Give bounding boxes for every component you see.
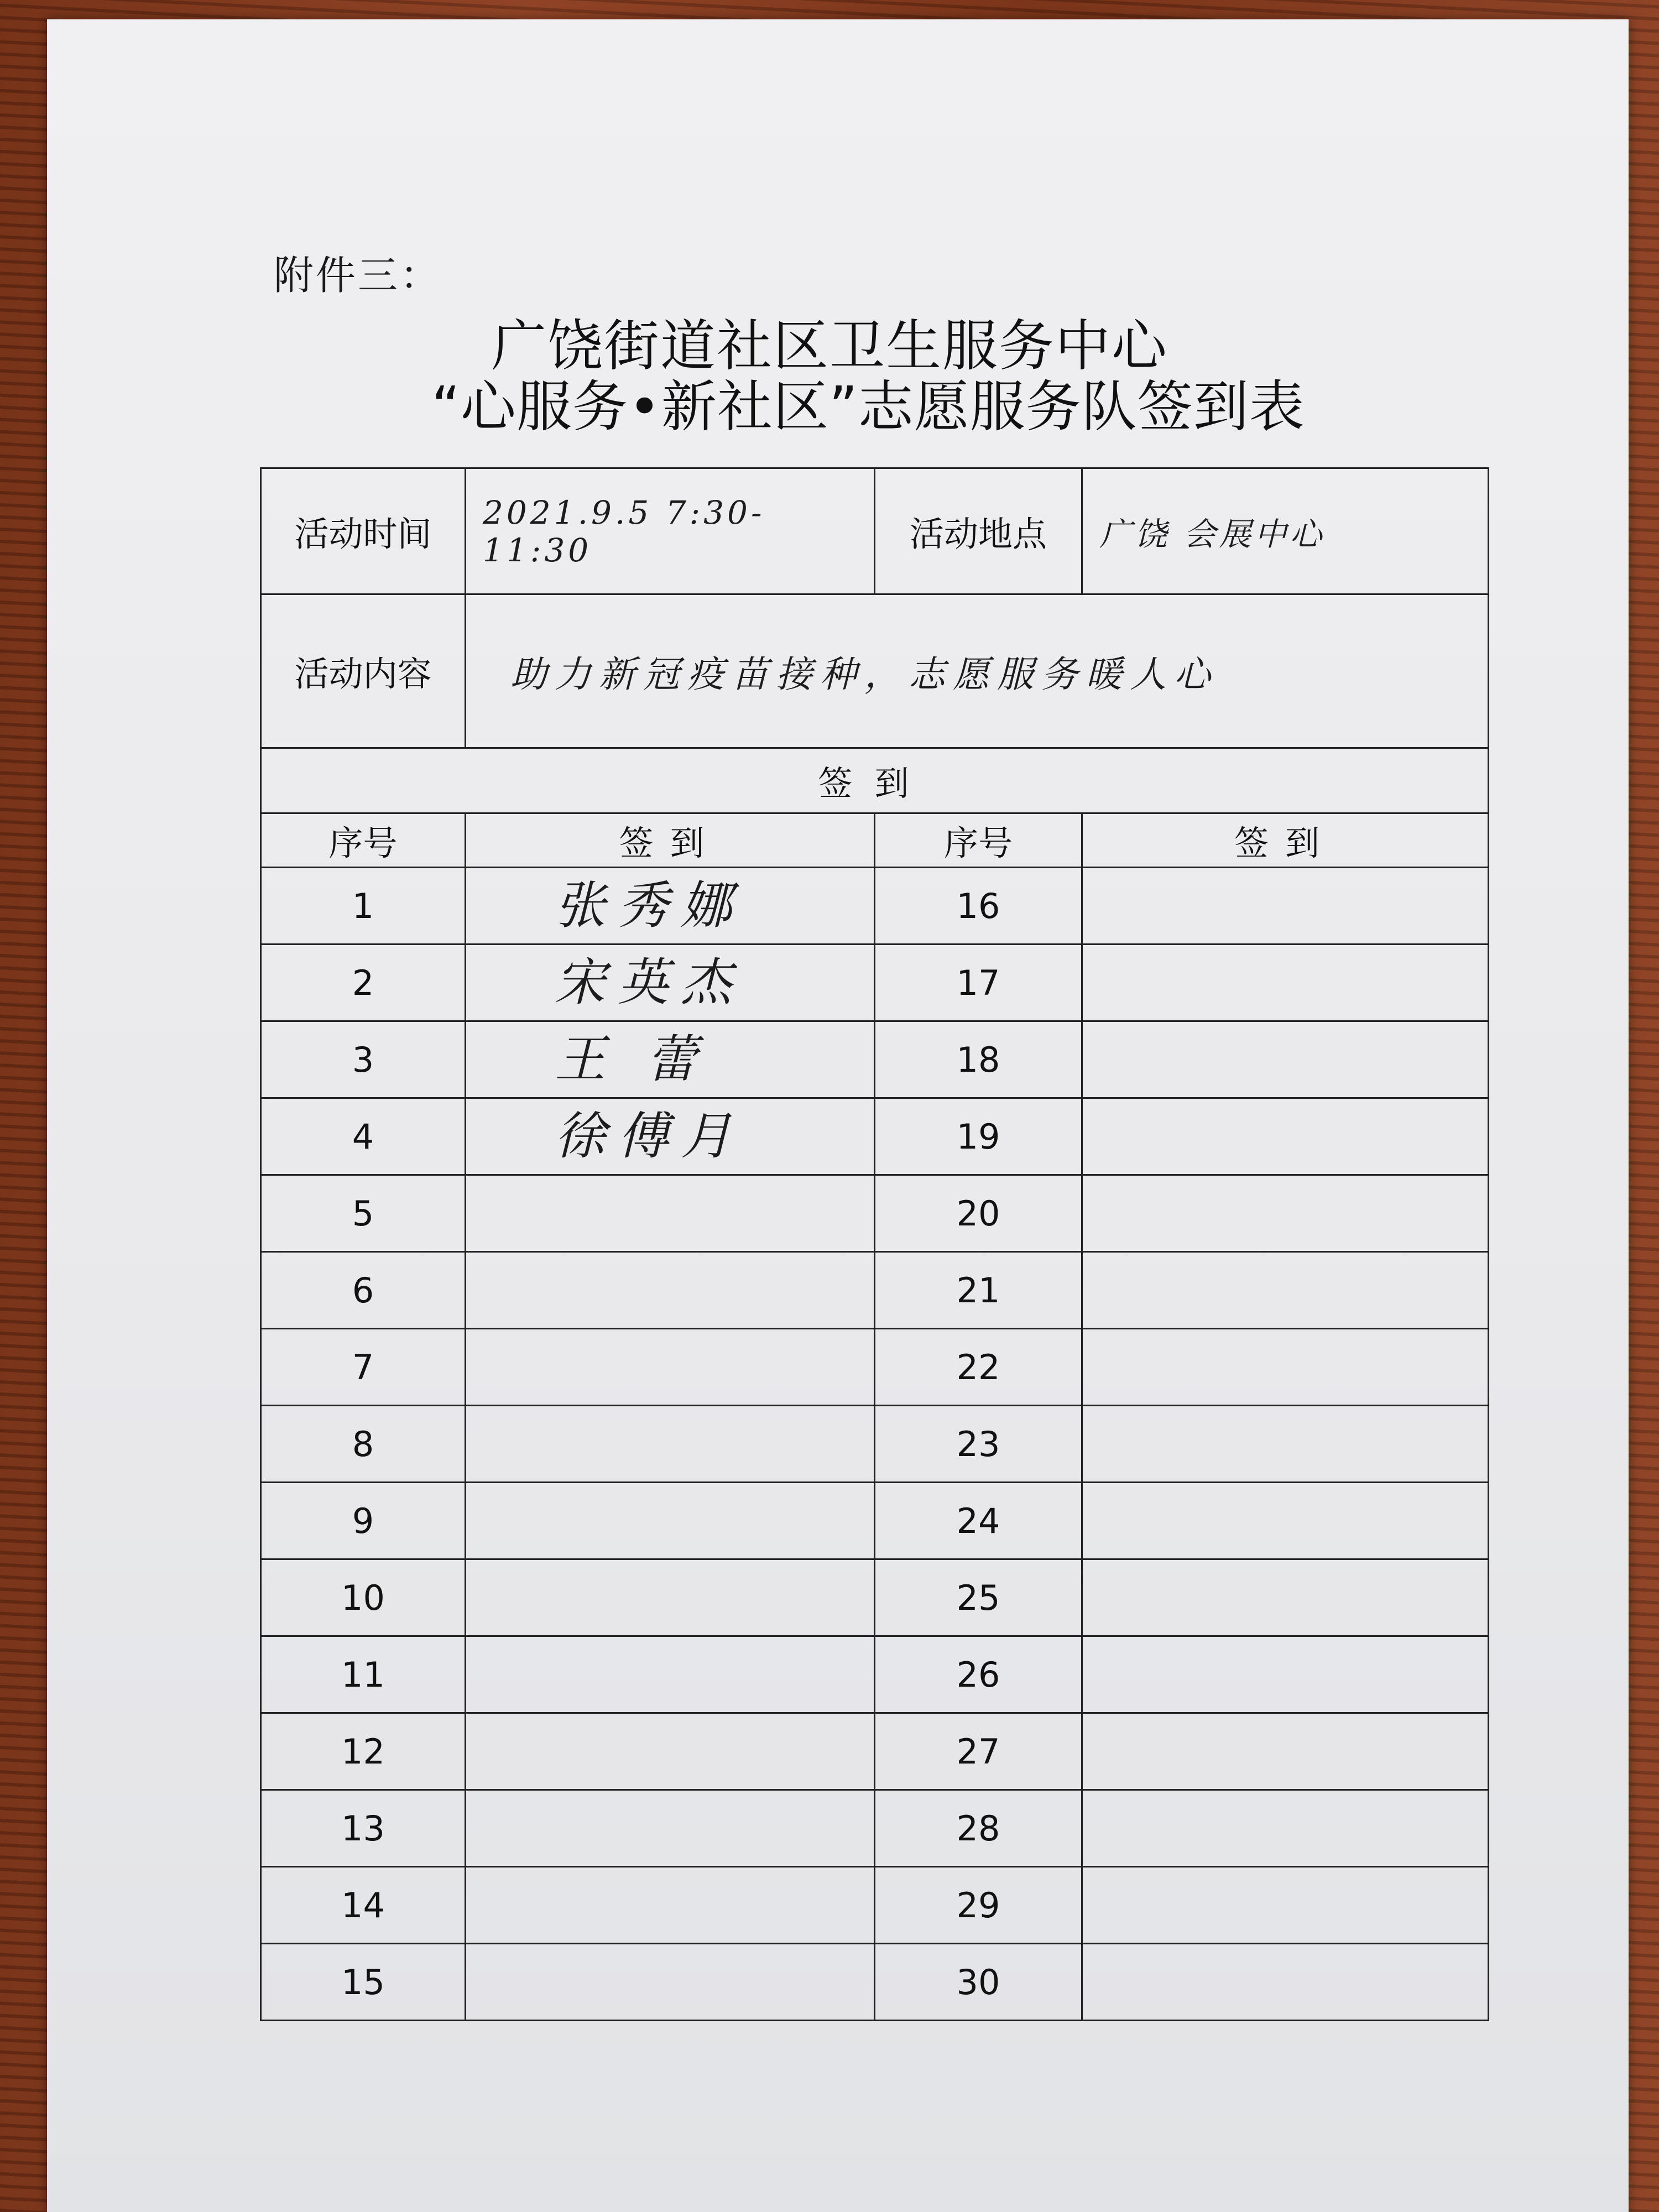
place-label: 活动地点 [875, 468, 1082, 594]
content-label: 活动内容 [261, 594, 466, 748]
row-number-left: 6 [261, 1252, 466, 1329]
table-row [261, 1098, 1489, 1175]
signature-cell-left[interactable] [466, 1406, 875, 1483]
row-number-left: 5 [261, 1175, 466, 1252]
signature-cell-left[interactable]: 王 蕾 [466, 1021, 875, 1098]
table-row [261, 1636, 1489, 1713]
signature-cell-right[interactable] [1082, 1329, 1489, 1406]
row-number-right: 16 [875, 868, 1082, 945]
col-header-no-left: 序号 [261, 813, 466, 868]
signature-cell-right[interactable] [1082, 1867, 1489, 1944]
row-number-left: 13 [261, 1790, 466, 1867]
info-row-content [261, 594, 1489, 748]
table-row [261, 1559, 1489, 1636]
row-number-right: 17 [875, 945, 1082, 1021]
table-row [261, 1944, 1489, 2021]
signature-cell-left[interactable]: 张秀娜 [466, 868, 875, 945]
signin-table [260, 467, 1489, 2021]
signature-cell-left[interactable] [466, 1483, 875, 1559]
signature-cell-left[interactable] [466, 1713, 875, 1790]
page-title: 广饶街道社区卫生服务中心 [491, 314, 1168, 378]
table-row [261, 1175, 1489, 1252]
row-number-left: 3 [261, 1021, 466, 1098]
row-number-right: 25 [875, 1559, 1082, 1636]
row-number-right: 28 [875, 1790, 1082, 1867]
row-number-right: 26 [875, 1636, 1082, 1713]
col-header-no-right: 序号 [875, 813, 1082, 868]
signature-cell-left[interactable] [466, 1252, 875, 1329]
signature-cell-right[interactable] [1082, 1483, 1489, 1559]
row-number-right: 29 [875, 1867, 1082, 1944]
row-number-right: 27 [875, 1713, 1082, 1790]
signature-cell-right[interactable] [1082, 1713, 1489, 1790]
signature-cell-left[interactable] [466, 1559, 875, 1636]
row-number-right: 23 [875, 1406, 1082, 1483]
row-number-right: 19 [875, 1098, 1082, 1175]
row-number-right: 24 [875, 1483, 1082, 1559]
row-number-left: 15 [261, 1944, 466, 2021]
signature-cell-left[interactable] [466, 1175, 875, 1252]
section-header-row [261, 748, 1489, 813]
info-row-time-place [261, 468, 1489, 594]
signature-cell-right[interactable] [1082, 1559, 1489, 1636]
row-number-left: 11 [261, 1636, 466, 1713]
table-row [261, 1252, 1489, 1329]
row-number-right: 20 [875, 1175, 1082, 1252]
signature-cell-left[interactable] [466, 1790, 875, 1867]
signature-cell-right[interactable] [1082, 868, 1489, 945]
time-value[interactable]: 2021.9.5 7:30-11:30 [466, 468, 875, 594]
signature-cell-right[interactable] [1082, 945, 1489, 1021]
row-number-right: 21 [875, 1252, 1082, 1329]
section-title: 签到 [261, 748, 1489, 813]
signature-cell-right[interactable] [1082, 1944, 1489, 2021]
row-number-left: 14 [261, 1867, 466, 1944]
row-number-left: 8 [261, 1406, 466, 1483]
table-row [261, 945, 1489, 1021]
table-row [261, 1713, 1489, 1790]
row-number-right: 18 [875, 1021, 1082, 1098]
signature-cell-left[interactable] [466, 1636, 875, 1713]
row-number-left: 9 [261, 1483, 466, 1559]
table-row [261, 868, 1489, 945]
row-number-left: 4 [261, 1098, 466, 1175]
table-row [261, 1021, 1489, 1098]
signature-cell-left[interactable] [466, 1329, 875, 1406]
signature-cell-right[interactable] [1082, 1406, 1489, 1483]
table-row [261, 1329, 1489, 1406]
table-row [261, 1867, 1489, 1944]
signature-cell-right[interactable] [1082, 1021, 1489, 1098]
row-number-left: 1 [261, 868, 466, 945]
signature-cell-left[interactable]: 宋英杰 [466, 945, 875, 1021]
signature-cell-right[interactable] [1082, 1252, 1489, 1329]
table-row [261, 1406, 1489, 1483]
row-number-left: 12 [261, 1713, 466, 1790]
column-header-row [261, 813, 1489, 868]
signature-cell-right[interactable] [1082, 1790, 1489, 1867]
page-subtitle: “心服务•新社区”志愿服务队签到表 [431, 374, 1305, 439]
signature-cell-left[interactable]: 徐傅月 [466, 1098, 875, 1175]
signature-cell-right[interactable] [1082, 1636, 1489, 1713]
table-row [261, 1483, 1489, 1559]
signin-rows [261, 868, 1489, 2021]
signature-cell-left[interactable] [466, 1867, 875, 1944]
signature-cell-right[interactable] [1082, 1098, 1489, 1175]
row-number-right: 22 [875, 1329, 1082, 1406]
place-value[interactable]: 广饶 会展中心 [1082, 468, 1489, 594]
row-number-right: 30 [875, 1944, 1082, 2021]
attachment-label: 附件三： [274, 252, 442, 299]
signature-cell-left[interactable] [466, 1944, 875, 2021]
row-number-left: 10 [261, 1559, 466, 1636]
row-number-left: 2 [261, 945, 466, 1021]
content-value[interactable]: 助力新冠疫苗接种，志愿服务暖人心 [466, 594, 1489, 748]
col-header-sign-right: 签到 [1082, 813, 1489, 868]
table-row [261, 1790, 1489, 1867]
row-number-left: 7 [261, 1329, 466, 1406]
time-label: 活动时间 [261, 468, 466, 594]
signature-cell-right[interactable] [1082, 1175, 1489, 1252]
col-header-sign-left: 签到 [466, 813, 875, 868]
